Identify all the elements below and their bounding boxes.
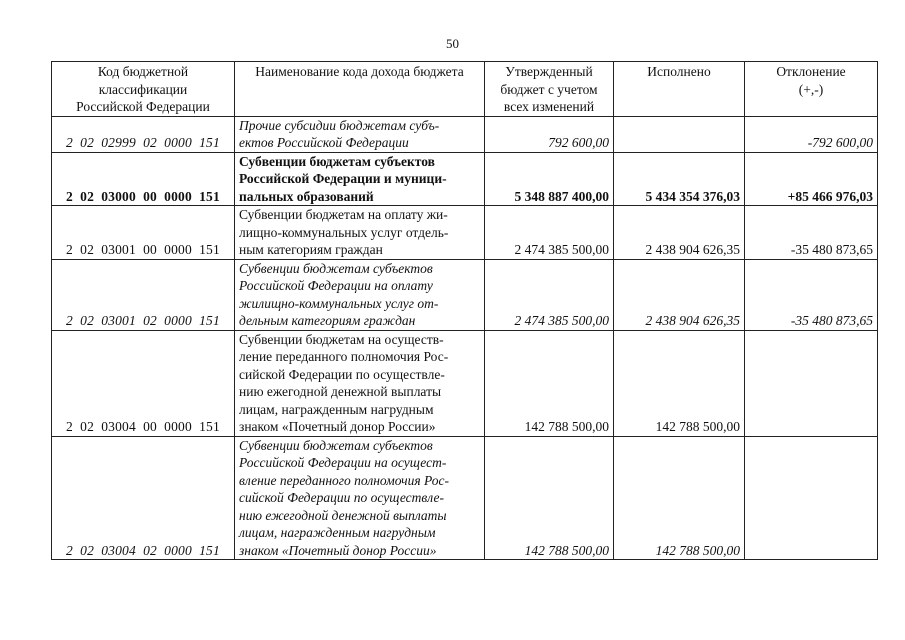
- row-code: 2 02 03004 00 0000 151: [52, 330, 235, 436]
- row-name-line: жилищно-коммунальных услуг от-: [239, 295, 439, 311]
- row-name-line: ным категориям граждан: [239, 242, 383, 257]
- row-name-line: лищно-коммунальных услуг отдель-: [239, 224, 449, 240]
- row-deviation: -35 480 873,65: [745, 206, 878, 260]
- row-deviation: [745, 436, 878, 560]
- row-name-line: лицам, награжденным нагрудным: [239, 401, 434, 417]
- header-deviation: [745, 62, 878, 117]
- table-row: [52, 330, 878, 436]
- table-row: [52, 116, 878, 152]
- row-name-line: ектов Российской Федерации: [239, 135, 409, 150]
- table-row: [52, 436, 878, 560]
- row-executed: 2 438 904 626,35: [614, 206, 745, 260]
- page-number: 50: [446, 36, 459, 51]
- row-name-line: Субвенции бюджетам на оплату жи-: [239, 207, 448, 222]
- row-approved: 792 600,00: [485, 116, 614, 152]
- row-code: 2 02 03001 02 0000 151: [52, 259, 235, 330]
- row-approved: 2 474 385 500,00: [485, 259, 614, 330]
- table-row: [52, 152, 878, 206]
- row-code: 2 02 02999 02 0000 151: [52, 116, 235, 152]
- row-deviation: -792 600,00: [745, 116, 878, 152]
- row-name-line: нию ежегодной денежной выплаты: [239, 384, 442, 399]
- row-code: 2 02 03001 00 0000 151: [52, 206, 235, 260]
- row-name-line: Субвенции бюджетам на осуществ-: [239, 331, 444, 347]
- table-row: [52, 259, 878, 330]
- table-row: [52, 206, 878, 260]
- header-name: [235, 62, 485, 117]
- row-approved: 142 788 500,00: [485, 330, 614, 436]
- row-code: 2 02 03004 02 0000 151: [52, 436, 235, 560]
- row-name-line: сийской Федерации по осуществле-: [239, 490, 444, 505]
- table-header-row: [52, 62, 878, 117]
- row-name-line: Субвенции бюджетам субъектов: [239, 437, 433, 453]
- row-deviation: -35 480 873,65: [745, 259, 878, 330]
- row-executed: [614, 116, 745, 152]
- row-name-line: лицам, награжденным нагрудным: [239, 525, 436, 540]
- row-name-line: Субвенции бюджетам субъектов: [239, 153, 435, 169]
- row-executed: 142 788 500,00: [614, 330, 745, 436]
- row-name-line: знаком «Почетный донор России»: [239, 542, 437, 558]
- row-name-line: вление переданного полномочия Рос-: [239, 472, 449, 488]
- header-line: Код бюджетной: [97, 64, 189, 79]
- row-name-line: Субвенции бюджетам субъектов: [239, 260, 433, 276]
- row-name-line: знаком «Почетный донор России»: [239, 419, 436, 434]
- header-line: Наименование кода дохода бюджета: [255, 64, 464, 79]
- row-name-line: Российской Федерации на осущест-: [239, 455, 447, 470]
- header-line: всех изменений: [503, 99, 595, 114]
- row-name: [235, 330, 485, 436]
- header-line: бюджет с учетом: [500, 81, 598, 97]
- header-line: Исполнено: [647, 64, 711, 79]
- row-name-line: Прочие субсидии бюджетам субъ-: [239, 117, 440, 133]
- row-name-line: сийской Федерации по осуществле-: [239, 366, 445, 382]
- header-line: Отклонение: [776, 64, 846, 79]
- header-line: Российской Федерации: [76, 99, 210, 114]
- row-executed: 142 788 500,00: [614, 436, 745, 560]
- row-deviation: [745, 330, 878, 436]
- row-name-line: пальных образований: [239, 188, 374, 204]
- row-name: [235, 116, 485, 152]
- row-approved: 142 788 500,00: [485, 436, 614, 560]
- row-approved: 2 474 385 500,00: [485, 206, 614, 260]
- row-approved: 5 348 887 400,00: [485, 152, 614, 206]
- row-name-line: Российской Федерации и муници-: [239, 171, 447, 186]
- row-name: [235, 259, 485, 330]
- row-name: [235, 436, 485, 560]
- row-name-line: нию ежегодной денежной выплаты: [239, 507, 447, 523]
- row-executed: 5 434 354 376,03: [614, 152, 745, 206]
- header-code: [52, 62, 235, 117]
- row-deviation: +85 466 976,03: [745, 152, 878, 206]
- row-name-line: Российской Федерации на оплату: [239, 278, 433, 293]
- row-name-line: ление переданного полномочия Рос-: [239, 349, 449, 364]
- row-name-line: дельным категориям граждан: [239, 313, 416, 328]
- header-executed: [614, 62, 745, 117]
- header-approved: [485, 62, 614, 117]
- header-line: Утвержденный: [505, 64, 593, 79]
- header-line: классификации: [98, 81, 188, 97]
- row-name: [235, 152, 485, 206]
- budget-revenue-table: [51, 61, 878, 560]
- header-line: (+,-): [798, 81, 824, 97]
- row-executed: 2 438 904 626,35: [614, 259, 745, 330]
- row-code: 2 02 03000 00 0000 151: [52, 152, 235, 206]
- row-name: [235, 206, 485, 260]
